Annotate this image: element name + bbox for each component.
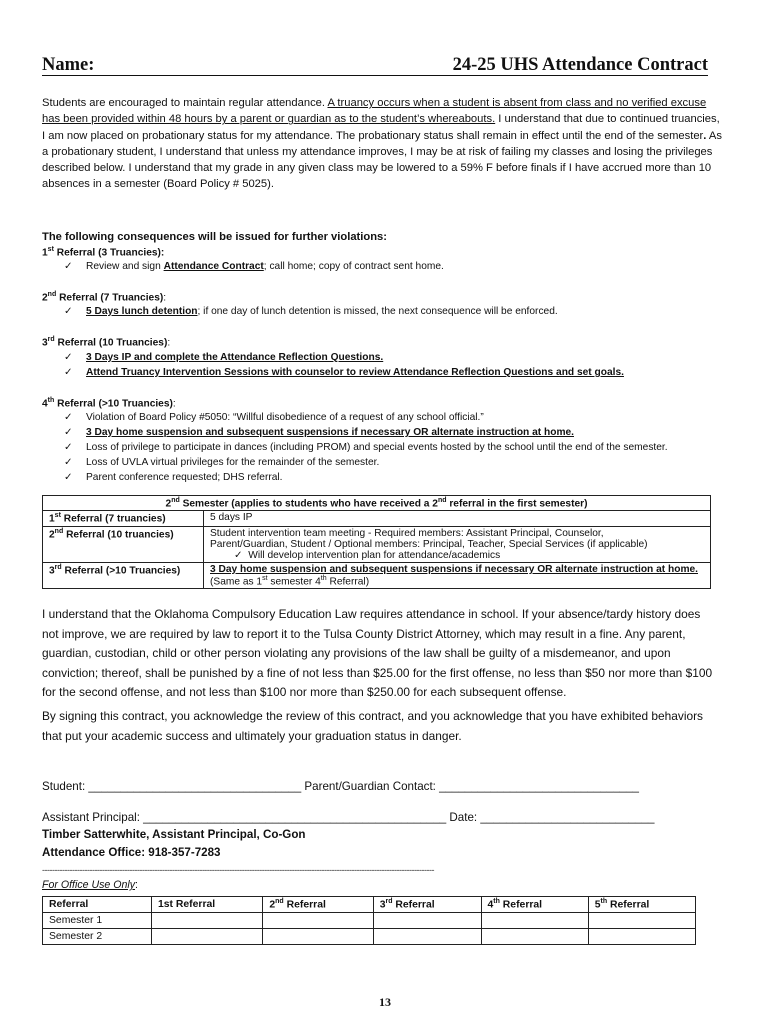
check-icon: ✓ (64, 306, 73, 317)
table-row (43, 913, 696, 929)
table-cell: 2nd Referral (10 truancies) (43, 526, 204, 562)
check-icon: ✓ (64, 442, 73, 453)
table-row (43, 511, 711, 526)
table-cell[interactable] (481, 913, 588, 929)
check-icon: ✓ (64, 457, 73, 468)
table-cell[interactable] (373, 913, 481, 929)
check-icon: ✓ (64, 412, 73, 423)
referral-1-item: ✓ Review and sign Attendance Contract; call home; copy of contract sent home. (64, 261, 444, 272)
law-paragraph: I understand that the Oklahoma Compulsory Education Law requires attendance in school. If your absence/tardy history does not improve, we are required by law to report it to the Tulsa County District Attorney, which may result in a fine. Any parent, guardian, custodian, child or other person violating any provisions of the law shall be guilty of a misdemeanor, and upon conviction; thereof, shall be punished by a fine of not less than $25.00 for the first offense, no less than $50 nor more than $100 for the second offense, and not less than $100 nor more than $250.00 for each subsequent offense. (42, 607, 713, 699)
referral-2-heading: 2nd Referral (7 Truancies): (42, 291, 167, 304)
assistant-principal-signature-line[interactable]: Assistant Principal: _______________________________________________ Date: ___________________________ (42, 811, 655, 824)
header-underline (42, 75, 708, 76)
table-row (43, 526, 711, 562)
check-icon: ✓ (234, 549, 243, 561)
table-cell: 5 days IP (204, 511, 711, 526)
page-title: 24-25 UHS Attendance Contract (452, 55, 708, 75)
header (42, 53, 708, 79)
table-row (43, 929, 696, 945)
signing-paragraph: By signing this contract, you acknowledge the review of this contract, and you acknowledge that you have exhibited behaviors that put your academic success and ultimately your graduation status in danger. (42, 709, 703, 743)
table-cell[interactable] (152, 929, 263, 945)
table-cell[interactable] (373, 929, 481, 945)
page-number: 13 (379, 995, 391, 1009)
table-cell: 3 Day home suspension and subsequent suspensions if necessary OR alternate instruction at home. (Same as 1st semester 4th Referral) (204, 562, 711, 588)
table-header: 2nd Semester (applies to students who have received a 2nd referral in the first semester) (43, 496, 711, 511)
truancy-definition: A truancy occurs when a student is absent from class and no verified excuse has been provided within 48 hours by a parent or guardian as to the student’s whereabouts. (42, 97, 707, 126)
intro-text-5: As a probationary student, I understand that unless my attendance improves, I may be at risk of failing my classes and losing the privileges described below. I understand that my grade in any given class may be lowered to a 59% F before finals if I have accrued more than 10 absences in a semester (Board Policy # 5025). (42, 129, 722, 191)
referral-3-item-2: ✓ Attend Truancy Intervention Sessions with counselor to review Attendance Reflection Questions and set goals. (64, 367, 624, 378)
table-cell[interactable] (152, 913, 263, 929)
referral-2-item: ✓ 5 Days lunch detention; if one day of lunch detention is missed, the next consequence will be enforced. (64, 306, 558, 317)
table-cell[interactable] (588, 913, 695, 929)
table-row (43, 897, 696, 913)
referral-4-item-1: ✓ Violation of Board Policy #5050: “Willful disobedience of a request of any school official.” (64, 412, 484, 423)
table-row (43, 562, 711, 588)
table-cell[interactable] (481, 929, 588, 945)
referral-3-heading: 3rd Referral (10 Truancies): (42, 336, 171, 349)
student-signature-line[interactable]: Student: _________________________________ Parent/Guardian Contact: _______________________________ (42, 780, 639, 793)
table-cell: Semester 1 (43, 913, 152, 929)
referral-1-heading: 1st Referral (3 Truancies): (42, 246, 165, 259)
referral-4-item-4: ✓ Loss of UVLA virtual privileges for the remainder of the semester. (64, 457, 380, 468)
second-semester-table (42, 495, 711, 589)
check-icon: ✓ (64, 352, 73, 363)
referral-4-item-3: ✓ Loss of privilege to participate in dances (including PROM) and special events hosted by the school until the end of the semester. (64, 442, 668, 453)
table-cell: 3rd Referral (>10 Truancies) (43, 562, 204, 588)
table-cell: Semester 2 (43, 929, 152, 945)
office-use-label: For Office Use Only: (42, 879, 138, 891)
intro-text-1: Students are encouraged to maintain regular attendance. (42, 97, 328, 109)
table-cell: Student intervention team meeting - Required members: Assistant Principal, Counselor, Parent/Guardian, Student / Optional members: Principal, Teacher, Special Services (if applicable) ✓ Will develop intervention plan for attendance/academics (204, 526, 711, 562)
referral-4-heading: 4th Referral (>10 Truancies): (42, 397, 176, 410)
table-row (43, 496, 711, 511)
attendance-office-phone: Attendance Office: 918-357-7283 (42, 846, 221, 859)
check-icon: ✓ (64, 427, 73, 438)
table-cell[interactable] (263, 929, 373, 945)
table-cell: 1st Referral (7 truancies) (43, 511, 204, 526)
check-icon: ✓ (64, 261, 73, 272)
table-cell: 5th Referral (588, 897, 695, 913)
table-cell[interactable] (263, 913, 373, 929)
contact-name: Timber Satterwhite, Assistant Principal, Co-Gon (42, 828, 306, 841)
table-cell[interactable] (588, 929, 695, 945)
table-cell: Referral (43, 897, 152, 913)
intro-text-3: I understand that due to continued truancies, I am now placed on probationary status for my attendance. The probationary status shall remain in effect until the end of the semester (42, 113, 720, 142)
referral-4-item-2: ✓ 3 Day home suspension and subsequent suspensions if necessary OR alternate instruction at home. (64, 427, 574, 438)
office-use-table (42, 896, 696, 945)
intro-paragraph (42, 95, 722, 193)
referral-4-item-5: ✓ Parent conference requested; DHS referral. (64, 472, 283, 483)
intro-text-4: . (703, 129, 707, 142)
check-icon: ✓ (64, 472, 73, 483)
referral-3-item-1: ✓ 3 Days IP and complete the Attendance Reflection Questions. (64, 352, 384, 363)
check-icon: ✓ (64, 367, 73, 378)
table-cell: 2nd Referral (263, 897, 373, 913)
divider: ------------------------------------------------------------------------------------------------------------------------------------------------------------- (42, 865, 435, 875)
table-cell: 4th Referral (481, 897, 588, 913)
table-cell: 1st Referral (152, 897, 263, 913)
consequences-heading: The following consequences will be issued for further violations: (42, 231, 387, 243)
table-cell: 3rd Referral (373, 897, 481, 913)
name-label: Name: (42, 55, 95, 75)
